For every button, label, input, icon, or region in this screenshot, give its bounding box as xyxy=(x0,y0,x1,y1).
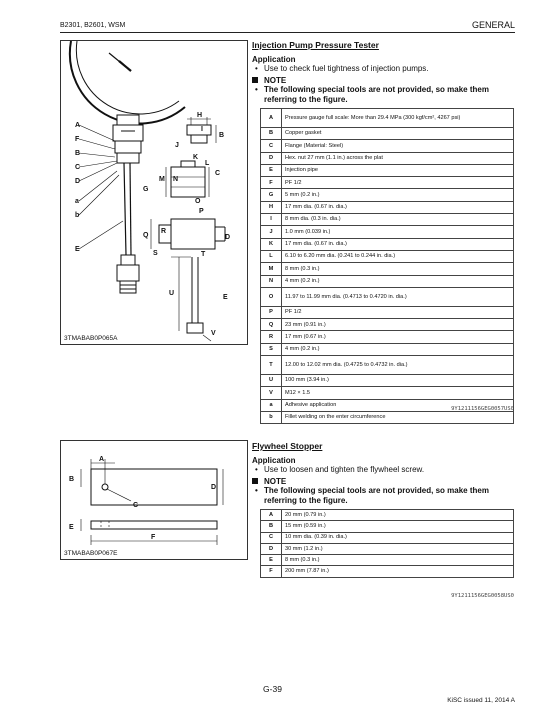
row-value: 8 mm (0.3 in.) xyxy=(282,263,514,275)
row-key: R xyxy=(261,331,282,343)
row-value: PF 1/2 xyxy=(282,306,514,318)
fig1-label-a-lower: a xyxy=(75,198,79,205)
fig1-label-o: O xyxy=(195,198,201,205)
fig1-label-a-upper: A xyxy=(75,122,81,129)
row-key: H xyxy=(261,201,282,213)
issued-info: KiSC issued 11, 2014 A xyxy=(447,697,515,704)
row-key: J xyxy=(261,226,282,238)
row-key: B xyxy=(261,521,282,532)
row-value: 5 mm (0.2 in.) xyxy=(282,189,514,201)
row-value: 17 mm (0.67 in.) xyxy=(282,331,514,343)
row-value: 8 mm dia. (0.3 in. dia.) xyxy=(282,214,514,226)
table-row xyxy=(261,319,514,331)
table-row xyxy=(261,566,514,577)
fig1-label-q: Q xyxy=(143,232,149,239)
table-row xyxy=(261,287,514,306)
row-value: 23 mm (0.91 in.) xyxy=(282,319,514,331)
table-row xyxy=(261,275,514,287)
fig1-label-t: T xyxy=(201,251,206,258)
row-key: D xyxy=(261,152,282,164)
row-value: 15 mm (0.59 in.) xyxy=(282,521,514,532)
row-key: E xyxy=(261,555,282,566)
row-key: O xyxy=(261,287,282,306)
fig1-label-e-right: E xyxy=(223,294,228,301)
application-text: • Use to check fuel tightness of injection pumps. xyxy=(255,64,429,73)
note-label-text: NOTE xyxy=(264,477,287,486)
row-value: 4 mm (0.2 in.) xyxy=(282,343,514,355)
table-row xyxy=(261,164,514,176)
row-value: 20 mm (0.79 in.) xyxy=(282,510,514,521)
row-value: M12 × 1.5 xyxy=(282,387,514,399)
doc-code: 9Y1211156GEG0057US0 xyxy=(451,406,514,412)
table-row xyxy=(261,189,514,201)
table-row xyxy=(261,128,514,140)
note-label xyxy=(252,76,514,85)
row-key: L xyxy=(261,250,282,262)
application-text-value: Use to check fuel tightness of injection pumps. xyxy=(264,64,429,73)
fig1-label-d: D xyxy=(75,178,81,185)
row-key: P xyxy=(261,306,282,318)
table-row xyxy=(261,532,514,543)
application-text-value: Use to loosen and tighten the flywheel screw. xyxy=(264,465,425,474)
row-key: B xyxy=(261,128,282,140)
row-value: Hex. nut 27 mm (1.1 in.) across the plat xyxy=(282,152,514,164)
fig2-label-b: B xyxy=(69,476,75,483)
row-value: 200 mm (7.87 in.) xyxy=(282,566,514,577)
row-value: Adhesive application xyxy=(282,399,514,411)
table-row xyxy=(261,250,514,262)
application-label: Application xyxy=(252,456,296,465)
row-key: F xyxy=(261,177,282,189)
fig1-label-f: F xyxy=(75,136,80,143)
application-label: Application xyxy=(252,55,296,64)
pressure-tester-section xyxy=(252,40,514,424)
row-value: 1.0 mm (0.039 in.) xyxy=(282,226,514,238)
row-value: 17 mm dia. (0.67 in. dia.) xyxy=(282,201,514,213)
fig1-label-g: G xyxy=(143,186,149,193)
fig1-label-b: B xyxy=(75,150,81,157)
fig1-label-b-right: B xyxy=(219,132,225,139)
table-row xyxy=(261,109,514,128)
row-value: 11.97 to 11.99 mm dia. (0.4713 to 0.4720 in. dia.) xyxy=(282,287,514,306)
row-key: T xyxy=(261,356,282,375)
fig1-label-l: L xyxy=(205,160,210,167)
figure-code: 3TMABAB0P065A xyxy=(64,335,118,342)
table-row xyxy=(261,510,514,521)
row-value: 100 mm (3.94 in.) xyxy=(282,375,514,387)
row-value: 30 mm (1.2 in.) xyxy=(282,543,514,554)
table-row xyxy=(261,343,514,355)
row-value: Copper gasket xyxy=(282,128,514,140)
table-row xyxy=(261,375,514,387)
note-square-icon xyxy=(252,478,258,484)
pressure-tester-figure xyxy=(60,40,248,345)
application-text: • Use to loosen and tighten the flywheel screw. xyxy=(255,465,425,474)
flywheel-stopper-section xyxy=(252,441,514,578)
fig1-label-n: N xyxy=(173,176,179,183)
flywheel-stopper-figure xyxy=(60,440,248,560)
section-title: Injection Pump Pressure Tester xyxy=(252,40,379,50)
table-row xyxy=(261,140,514,152)
table-row xyxy=(261,521,514,532)
pressure-tester-dimensions-table xyxy=(260,108,514,424)
row-value: 12.00 to 12.02 mm dia. (0.4725 to 0.4732 in. dia.) xyxy=(282,356,514,375)
fig1-label-v: V xyxy=(211,330,216,337)
fig1-label-e: E xyxy=(75,246,80,253)
note-label-text: NOTE xyxy=(264,76,287,85)
fig2-label-a: A xyxy=(99,456,105,463)
row-key: I xyxy=(261,214,282,226)
header-section: GENERAL xyxy=(471,20,515,30)
table-row xyxy=(261,152,514,164)
table-row xyxy=(261,543,514,554)
row-value: Injection pipe xyxy=(282,164,514,176)
row-value: Flange (Material: Steel) xyxy=(282,140,514,152)
fig1-label-u: U xyxy=(169,290,175,297)
row-key: a xyxy=(261,399,282,411)
fig2-label-d: D xyxy=(211,484,217,491)
note-text: • The following special tools are not provided, so make them referring to the figure. xyxy=(255,85,489,104)
row-key: G xyxy=(261,189,282,201)
fig1-label-m: M xyxy=(159,176,165,183)
fig2-label-f: F xyxy=(151,534,156,541)
table-row xyxy=(261,263,514,275)
row-value: 6.10 to 6.20 mm dia. (0.241 to 0.244 in. dia.) xyxy=(282,250,514,262)
fig1-label-j: J xyxy=(175,142,179,149)
row-key: V xyxy=(261,387,282,399)
flywheel-stopper-dimensions-table xyxy=(260,509,514,578)
doc-code: 9Y1211156GEG0058US0 xyxy=(451,593,514,599)
table-row xyxy=(261,201,514,213)
table-row xyxy=(261,356,514,375)
table-row xyxy=(261,411,514,423)
row-key: U xyxy=(261,375,282,387)
fig1-label-s: S xyxy=(153,250,158,257)
row-key: C xyxy=(261,532,282,543)
row-key: b xyxy=(261,411,282,423)
table-row xyxy=(261,226,514,238)
row-key: A xyxy=(261,109,282,128)
flywheel-stopper-drawing xyxy=(61,441,247,559)
page-number: G-39 xyxy=(263,684,282,694)
fig1-label-c-right: C xyxy=(215,170,221,177)
row-key: E xyxy=(261,164,282,176)
table-row xyxy=(261,214,514,226)
header-rule xyxy=(60,32,515,33)
row-key: K xyxy=(261,238,282,250)
table-row xyxy=(261,555,514,566)
row-key: A xyxy=(261,510,282,521)
note-text: • The following special tools are not provided, so make them referring to the figure. xyxy=(255,486,489,505)
row-key: N xyxy=(261,275,282,287)
row-value: PF 1/2 xyxy=(282,177,514,189)
table-row xyxy=(261,177,514,189)
row-key: C xyxy=(261,140,282,152)
fig2-label-e: E xyxy=(69,524,74,531)
row-value: 17 mm dia. (0.67 in. dia.) xyxy=(282,238,514,250)
fig1-label-r: R xyxy=(161,228,167,235)
row-key: S xyxy=(261,343,282,355)
row-key: M xyxy=(261,263,282,275)
fig1-label-k: K xyxy=(193,154,199,161)
table-row xyxy=(261,306,514,318)
fig1-label-b-lower: b xyxy=(75,212,80,219)
row-value: 10 mm dia. (0.39 in. dia.) xyxy=(282,532,514,543)
row-key: Q xyxy=(261,319,282,331)
pressure-tester-drawing xyxy=(61,41,247,344)
fig1-label-c: C xyxy=(75,164,81,171)
fig1-label-h: H xyxy=(197,112,203,119)
note-label xyxy=(252,477,514,486)
row-key: D xyxy=(261,543,282,554)
note-text-value: The following special tools are not provided, so make them referring to the figure. xyxy=(264,85,489,104)
table-row xyxy=(261,238,514,250)
fig1-label-i: I xyxy=(201,126,203,133)
row-key: F xyxy=(261,566,282,577)
note-square-icon xyxy=(252,77,258,83)
section-title: Flywheel Stopper xyxy=(252,441,323,451)
fig1-label-d-right: D xyxy=(225,234,231,241)
figure-code: 3TMABAB0P067E xyxy=(64,550,118,557)
row-value: 4 mm (0.2 in.) xyxy=(282,275,514,287)
row-value: 8 mm (0.3 in.) xyxy=(282,555,514,566)
header-models: B2301, B2601, WSM xyxy=(60,22,126,29)
fig2-label-c: C xyxy=(133,502,139,509)
fig1-label-p: P xyxy=(199,208,204,215)
row-value: Pressure gauge full scale: More than 29.4 MPa (300 kgf/cm², 4267 psi) xyxy=(282,109,514,128)
table-row xyxy=(261,331,514,343)
table-row xyxy=(261,387,514,399)
row-value: Fillet welding on the enter circumference xyxy=(282,411,514,423)
note-text-value: The following special tools are not provided, so make them referring to the figure. xyxy=(264,486,489,505)
